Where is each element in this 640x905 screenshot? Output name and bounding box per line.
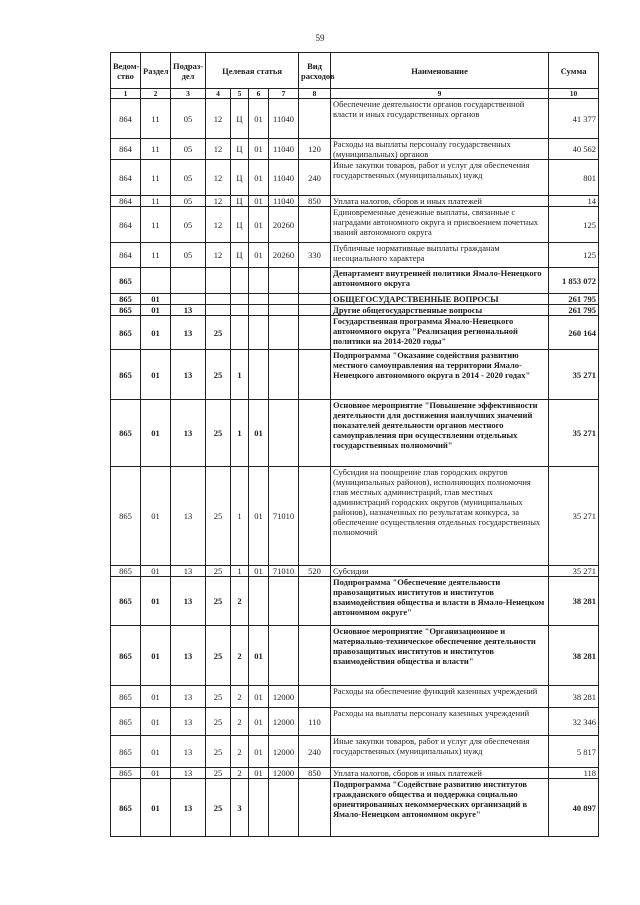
- amount-cell: 125: [549, 207, 599, 243]
- table-row: [111, 566, 599, 577]
- program-code-cell: 12: [206, 196, 231, 207]
- expense-direction-code-cell: 12000: [269, 736, 299, 768]
- item-name-cell: Расходы на обеспечение функций казенных учреждений: [331, 686, 549, 708]
- program-code-cell: 25: [206, 467, 231, 566]
- expense-direction-code-cell: [269, 350, 299, 400]
- item-name-cell: Расходы на выплаты персоналу казенных учреждений: [331, 708, 549, 736]
- subsection-code-cell: 05: [171, 160, 206, 196]
- table-row: [111, 779, 599, 837]
- amount-cell: 40 562: [549, 139, 599, 160]
- item-name-cell: Основное мероприятие "Организационное и материально-техническое обеспечение деятельности правозащитных институтов и институтов взаимодействия общества и власти": [331, 626, 549, 686]
- department-code-cell: 864: [111, 207, 141, 243]
- subsection-code-cell: 05: [171, 207, 206, 243]
- table-row: [111, 708, 599, 736]
- table-row: [111, 626, 599, 686]
- expense-type-code-cell: [299, 207, 331, 243]
- amount-cell: 125: [549, 243, 599, 268]
- department-code-cell: 864: [111, 99, 141, 139]
- item-name-cell: Субсидии: [331, 566, 549, 577]
- budget-table: [110, 52, 599, 837]
- department-code-cell: 865: [111, 294, 141, 305]
- subsection-code-cell: 05: [171, 99, 206, 139]
- section-code-cell: 01: [141, 708, 171, 736]
- item-name-cell: Уплата налогов, сборов и иных платежей: [331, 768, 549, 779]
- expense-type-code-cell: [299, 686, 331, 708]
- subprogram-code-cell: [231, 305, 249, 316]
- item-name-cell: Иные закупки товаров, работ и услуг для обеспечения государственных (муниципальных) нужд: [331, 736, 549, 768]
- expense-direction-code-cell: [269, 305, 299, 316]
- expense-type-code-cell: 240: [299, 160, 331, 196]
- subsection-code-cell: 05: [171, 139, 206, 160]
- item-name-cell: Государственная программа Ямало-Ненецкого автономного округа "Реализация региональной политики на 2014-2020 годы": [331, 316, 549, 350]
- section-code-cell: 01: [141, 768, 171, 779]
- main-activity-code-cell: [249, 577, 269, 626]
- item-name-cell: Субсидия на поощрение глав городских округов (муниципальных районов), исполняющих полномочия глав местных администраций, глав местных администраций городских округов (муниципальных районов), назначенных по результатам конкурса, за обеспечение осуществления отдельных государственных полномочий: [331, 467, 549, 566]
- section-code-cell: 11: [141, 243, 171, 268]
- main-activity-code-cell: 01: [249, 400, 269, 467]
- subprogram-code-cell: 2: [231, 736, 249, 768]
- amount-cell: 118: [549, 768, 599, 779]
- subprogram-code-cell: 2: [231, 686, 249, 708]
- item-name-cell: Департамент внутренней политики Ямало-Ненецкого автономного округа: [331, 268, 549, 294]
- subsection-code-cell: 13: [171, 350, 206, 400]
- header-amount: Сумма: [549, 53, 599, 89]
- amount-cell: 40 897: [549, 779, 599, 837]
- department-code-cell: 865: [111, 268, 141, 294]
- expense-type-code-cell: 850: [299, 768, 331, 779]
- program-code-cell: 25: [206, 316, 231, 350]
- expense-direction-code-cell: 11040: [269, 99, 299, 139]
- table-body: [111, 99, 599, 837]
- expense-type-code-cell: [299, 467, 331, 566]
- amount-cell: 261 795: [549, 305, 599, 316]
- subsection-code-cell: 13: [171, 686, 206, 708]
- subprogram-code-cell: 1: [231, 400, 249, 467]
- column-number: 4: [206, 89, 231, 99]
- section-code-cell: 01: [141, 686, 171, 708]
- subprogram-code-cell: 1: [231, 350, 249, 400]
- expense-direction-code-cell: 11040: [269, 139, 299, 160]
- subsection-code-cell: 13: [171, 577, 206, 626]
- program-code-cell: 25: [206, 708, 231, 736]
- program-code-cell: [206, 294, 231, 305]
- section-code-cell: [141, 268, 171, 294]
- table-row: [111, 243, 599, 268]
- amount-cell: 801: [549, 160, 599, 196]
- section-code-cell: 11: [141, 160, 171, 196]
- subsection-code-cell: 13: [171, 305, 206, 316]
- amount-cell: 32 346: [549, 708, 599, 736]
- amount-cell: 35 271: [549, 566, 599, 577]
- subsection-code-cell: 13: [171, 708, 206, 736]
- subprogram-code-cell: 1: [231, 467, 249, 566]
- column-number: 9: [331, 89, 549, 99]
- subsection-code-cell: 05: [171, 243, 206, 268]
- table-row: [111, 736, 599, 768]
- expense-direction-code-cell: 20260: [269, 243, 299, 268]
- expense-type-code-cell: [299, 316, 331, 350]
- table-row: [111, 294, 599, 305]
- expense-type-code-cell: 330: [299, 243, 331, 268]
- expense-direction-code-cell: 12000: [269, 708, 299, 736]
- department-code-cell: 865: [111, 686, 141, 708]
- program-code-cell: 25: [206, 686, 231, 708]
- main-activity-code-cell: 01: [249, 686, 269, 708]
- department-code-cell: 865: [111, 736, 141, 768]
- column-number-row: [111, 89, 599, 99]
- program-code-cell: 12: [206, 99, 231, 139]
- main-activity-code-cell: 01: [249, 768, 269, 779]
- expense-type-code-cell: [299, 294, 331, 305]
- main-activity-code-cell: [249, 316, 269, 350]
- department-code-cell: 864: [111, 243, 141, 268]
- column-number: 1: [111, 89, 141, 99]
- subsection-code-cell: 13: [171, 626, 206, 686]
- expense-type-code-cell: 850: [299, 196, 331, 207]
- department-code-cell: 864: [111, 139, 141, 160]
- amount-cell: 260 164: [549, 316, 599, 350]
- column-number: 5: [231, 89, 249, 99]
- department-code-cell: 865: [111, 467, 141, 566]
- item-name-cell: Подпрограмма "Оказание содействия развитию местного самоуправления на территории Ямало-Ненецкого автономного округа в 2014 - 2020 годах": [331, 350, 549, 400]
- department-code-cell: 865: [111, 350, 141, 400]
- expense-type-code-cell: [299, 577, 331, 626]
- main-activity-code-cell: 01: [249, 139, 269, 160]
- item-name-cell: Единовременные денежные выплаты, связанные с наградами автономного округа и присвоением почетных званий автономного округа: [331, 207, 549, 243]
- section-code-cell: 01: [141, 566, 171, 577]
- header-department: Ведом- ство: [111, 53, 141, 89]
- subprogram-code-cell: Ц: [231, 160, 249, 196]
- department-code-cell: 865: [111, 779, 141, 837]
- program-code-cell: 12: [206, 207, 231, 243]
- program-code-cell: 25: [206, 736, 231, 768]
- table-row: [111, 139, 599, 160]
- department-code-cell: 865: [111, 768, 141, 779]
- subprogram-code-cell: 2: [231, 768, 249, 779]
- item-name-cell: Подпрограмма "Содействие развитию институтов гражданского общества и поддержка социально ориентированных некоммерческих организаций в Ямало-Ненецком автономном округе": [331, 779, 549, 837]
- subprogram-code-cell: [231, 268, 249, 294]
- table-header-row: [111, 53, 599, 89]
- expense-type-code-cell: [299, 350, 331, 400]
- expense-direction-code-cell: [269, 400, 299, 467]
- main-activity-code-cell: 01: [249, 160, 269, 196]
- item-name-cell: Подпрограмма "Обеспечение деятельности правозащитных институтов и институтов взаимодействия общества и власти в Ямало-Ненецком автономном округе": [331, 577, 549, 626]
- amount-cell: 35 271: [549, 467, 599, 566]
- table-row: [111, 99, 599, 139]
- amount-cell: 14: [549, 196, 599, 207]
- item-name-cell: Публичные нормативные выплаты гражданам несоциального характера: [331, 243, 549, 268]
- section-code-cell: 01: [141, 294, 171, 305]
- main-activity-code-cell: 01: [249, 708, 269, 736]
- column-number: 3: [171, 89, 206, 99]
- item-name-cell: Расходы на выплаты персоналу государственных (муниципальных) органов: [331, 139, 549, 160]
- header-section: Раздел: [141, 53, 171, 89]
- subprogram-code-cell: 3: [231, 779, 249, 837]
- subsection-code-cell: [171, 294, 206, 305]
- section-code-cell: 01: [141, 779, 171, 837]
- subsection-code-cell: 13: [171, 467, 206, 566]
- item-name-cell: Основное мероприятие "Повышение эффективности деятельности для достижения наилучших значений показателей деятельности органов местного самоуправления при осуществлении отдельных государственных полномочий": [331, 400, 549, 467]
- header-name: Наименование: [331, 53, 549, 89]
- expense-direction-code-cell: [269, 577, 299, 626]
- program-code-cell: 25: [206, 566, 231, 577]
- expense-type-code-cell: [299, 779, 331, 837]
- subsection-code-cell: 13: [171, 316, 206, 350]
- table-row: [111, 207, 599, 243]
- subprogram-code-cell: Ц: [231, 139, 249, 160]
- program-code-cell: 25: [206, 779, 231, 837]
- expense-direction-code-cell: 71010: [269, 566, 299, 577]
- program-code-cell: 25: [206, 768, 231, 779]
- table-row: [111, 305, 599, 316]
- department-code-cell: 864: [111, 160, 141, 196]
- page-number: 59: [315, 33, 325, 43]
- subsection-code-cell: 13: [171, 768, 206, 779]
- table-row: [111, 577, 599, 626]
- expense-direction-code-cell: 11040: [269, 196, 299, 207]
- expense-direction-code-cell: [269, 779, 299, 837]
- section-code-cell: 11: [141, 196, 171, 207]
- section-code-cell: 01: [141, 577, 171, 626]
- item-name-cell: ОБЩЕГОСУДАРСТВЕННЫЕ ВОПРОСЫ: [331, 294, 549, 305]
- department-code-cell: 865: [111, 316, 141, 350]
- main-activity-code-cell: [249, 350, 269, 400]
- main-activity-code-cell: [249, 294, 269, 305]
- subsection-code-cell: 13: [171, 779, 206, 837]
- table-row: [111, 686, 599, 708]
- section-code-cell: 01: [141, 626, 171, 686]
- table-row: [111, 196, 599, 207]
- program-code-cell: 12: [206, 139, 231, 160]
- table-row: [111, 350, 599, 400]
- subprogram-code-cell: Ц: [231, 207, 249, 243]
- amount-cell: 1 853 072: [549, 268, 599, 294]
- section-code-cell: 01: [141, 305, 171, 316]
- table-row: [111, 316, 599, 350]
- header-target-article: Целевая статья: [206, 53, 299, 89]
- expense-type-code-cell: [299, 400, 331, 467]
- main-activity-code-cell: [249, 268, 269, 294]
- table-row: [111, 268, 599, 294]
- subprogram-code-cell: 2: [231, 626, 249, 686]
- column-number: 10: [549, 89, 599, 99]
- subprogram-code-cell: Ц: [231, 196, 249, 207]
- program-code-cell: 25: [206, 350, 231, 400]
- expense-direction-code-cell: 20260: [269, 207, 299, 243]
- expense-type-code-cell: 520: [299, 566, 331, 577]
- column-number: 8: [299, 89, 331, 99]
- subsection-code-cell: 13: [171, 566, 206, 577]
- subprogram-code-cell: [231, 294, 249, 305]
- department-code-cell: 865: [111, 400, 141, 467]
- column-number: 2: [141, 89, 171, 99]
- program-code-cell: 25: [206, 400, 231, 467]
- main-activity-code-cell: 01: [249, 243, 269, 268]
- department-code-cell: 865: [111, 708, 141, 736]
- amount-cell: 38 281: [549, 686, 599, 708]
- subsection-code-cell: [171, 268, 206, 294]
- main-activity-code-cell: 01: [249, 196, 269, 207]
- subsection-code-cell: 13: [171, 400, 206, 467]
- expense-type-code-cell: [299, 99, 331, 139]
- program-code-cell: [206, 268, 231, 294]
- department-code-cell: 864: [111, 196, 141, 207]
- main-activity-code-cell: [249, 779, 269, 837]
- column-number: 7: [269, 89, 299, 99]
- department-code-cell: 865: [111, 626, 141, 686]
- expense-direction-code-cell: [269, 294, 299, 305]
- expense-type-code-cell: [299, 626, 331, 686]
- table-row: [111, 400, 599, 467]
- item-name-cell: Другие общегосударственные вопросы: [331, 305, 549, 316]
- item-name-cell: Уплата налогов, сборов и иных платежей: [331, 196, 549, 207]
- expense-direction-code-cell: 12000: [269, 768, 299, 779]
- amount-cell: 41 377: [549, 99, 599, 139]
- subprogram-code-cell: Ц: [231, 243, 249, 268]
- main-activity-code-cell: 01: [249, 626, 269, 686]
- main-activity-code-cell: 01: [249, 207, 269, 243]
- department-code-cell: 865: [111, 566, 141, 577]
- table-row: [111, 160, 599, 196]
- department-code-cell: 865: [111, 305, 141, 316]
- header-expense-type: Вид расходов: [299, 53, 331, 89]
- subprogram-code-cell: 2: [231, 577, 249, 626]
- expense-type-code-cell: 120: [299, 139, 331, 160]
- item-name-cell: Иные закупки товаров, работ и услуг для обеспечения государственных (муниципальных) нужд: [331, 160, 549, 196]
- section-code-cell: 01: [141, 467, 171, 566]
- program-code-cell: 25: [206, 626, 231, 686]
- section-code-cell: 01: [141, 400, 171, 467]
- section-code-cell: 11: [141, 207, 171, 243]
- expense-direction-code-cell: [269, 626, 299, 686]
- expense-direction-code-cell: [269, 268, 299, 294]
- subprogram-code-cell: [231, 316, 249, 350]
- amount-cell: 5 817: [549, 736, 599, 768]
- expense-direction-code-cell: [269, 316, 299, 350]
- main-activity-code-cell: 01: [249, 467, 269, 566]
- item-name-cell: Обеспечение деятельности органов государственной власти и иных государственных органов: [331, 99, 549, 139]
- subsection-code-cell: 13: [171, 736, 206, 768]
- expense-direction-code-cell: 12000: [269, 686, 299, 708]
- expense-type-code-cell: [299, 268, 331, 294]
- section-code-cell: 01: [141, 350, 171, 400]
- program-code-cell: 25: [206, 577, 231, 626]
- section-code-cell: 01: [141, 736, 171, 768]
- amount-cell: 38 281: [549, 626, 599, 686]
- main-activity-code-cell: 01: [249, 736, 269, 768]
- expense-type-code-cell: 110: [299, 708, 331, 736]
- amount-cell: 35 271: [549, 400, 599, 467]
- amount-cell: 35 271: [549, 350, 599, 400]
- subprogram-code-cell: 1: [231, 566, 249, 577]
- department-code-cell: 865: [111, 577, 141, 626]
- amount-cell: 38 281: [549, 577, 599, 626]
- subprogram-code-cell: Ц: [231, 99, 249, 139]
- section-code-cell: 01: [141, 316, 171, 350]
- expense-direction-code-cell: 11040: [269, 160, 299, 196]
- table-row: [111, 768, 599, 779]
- section-code-cell: 11: [141, 139, 171, 160]
- program-code-cell: [206, 305, 231, 316]
- program-code-cell: 12: [206, 160, 231, 196]
- expense-type-code-cell: [299, 305, 331, 316]
- expense-direction-code-cell: 71010: [269, 467, 299, 566]
- table-row: [111, 467, 599, 566]
- expense-type-code-cell: 240: [299, 736, 331, 768]
- main-activity-code-cell: [249, 305, 269, 316]
- subsection-code-cell: 05: [171, 196, 206, 207]
- column-number: 6: [249, 89, 269, 99]
- header-subsection: Подраз- дел: [171, 53, 206, 89]
- program-code-cell: 12: [206, 243, 231, 268]
- main-activity-code-cell: 01: [249, 566, 269, 577]
- amount-cell: 261 795: [549, 294, 599, 305]
- subprogram-code-cell: 2: [231, 708, 249, 736]
- section-code-cell: 11: [141, 99, 171, 139]
- main-activity-code-cell: 01: [249, 99, 269, 139]
